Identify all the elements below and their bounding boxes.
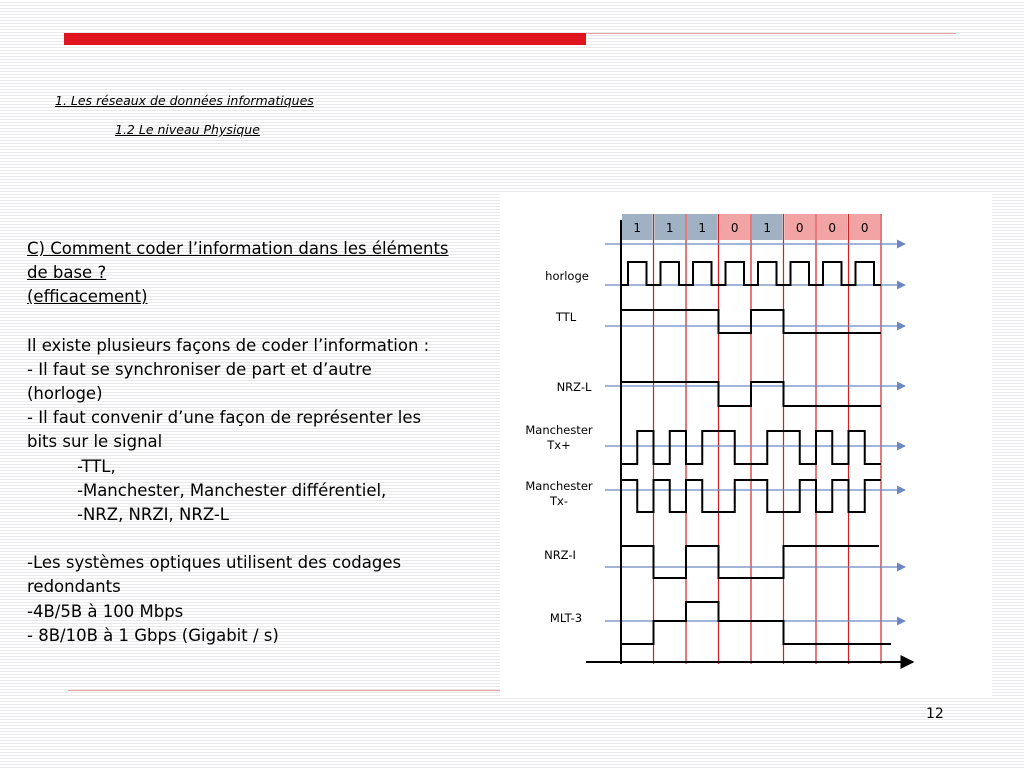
mlt3-waveform [621,602,891,644]
body-text [27,237,497,648]
bit-cell [850,214,881,240]
bit-cell [687,214,718,240]
bit-cell [720,214,751,240]
text-line: redondants [27,577,121,597]
ttl-waveform [621,310,881,333]
blank-line [27,527,497,551]
question-line: C) Comment coder l’information dans les éléments [27,239,449,258]
signal-label-manchester-minus: Manchester [525,479,593,493]
list-item: -TTL, [77,456,116,476]
text-line: - 8B/10B à 1 Gbps (Gigabit / s) [27,625,279,645]
question-line: (efficacement) [27,287,148,307]
signal-label-manchester-plus: Manchester [525,423,593,437]
bit-value: 0 [730,221,739,235]
list-item: -NRZ, NRZI, NRZ-L [77,505,229,525]
bit-value: 0 [860,221,869,235]
text-line: -Les systèmes optiques utilisent des codages [27,553,402,573]
question-line: de base ? [27,263,107,283]
list-item: -Manchester, Manchester différentiel, [77,480,387,500]
signal-label-ttl: TTL [555,310,577,324]
bit-value: 1 [763,221,772,235]
signal-label-nrzl: NRZ-L [556,380,592,394]
bit-cell [752,214,783,240]
bit-value: 1 [698,221,707,235]
bit-value: 0 [828,221,837,235]
text-line: - Il faut convenir d’une façon de représenter les [27,408,422,428]
bit-cell [655,214,686,240]
section-title: 1. Les réseaux de données informatiques [55,93,314,108]
bit-cell [785,214,816,240]
footer-divider [68,690,500,691]
subsection-title: 1.2 Le niveau Physique [115,122,260,137]
signal-label-nrzi: NRZ-I [544,548,576,562]
bit-cell [817,214,848,240]
blank-line [27,310,497,334]
text-line: (horloge) [27,384,103,404]
signal-label-mlt3: MLT-3 [549,611,583,625]
signal-label-manchester-minus-sub: Tx- [550,494,568,508]
bit-value: 1 [633,221,642,235]
signal-label-clock: horloge [545,269,589,283]
text-line: bits sur le signal [27,432,163,452]
nrzi-waveform [621,546,879,578]
text-line: -4B/5B à 100 Mbps [27,601,184,621]
header-accent-bar [64,33,586,45]
header-accent-line [586,33,956,34]
encoding-diagram [500,192,992,696]
page-number: 12 [926,706,944,722]
signal-label-manchester-plus-sub: Tx+ [547,438,571,452]
bit-value: 1 [665,221,674,235]
text-line: - Il faut se synchroniser de part et d’autre [27,359,372,379]
encoding-diagram-svg [500,192,992,696]
bit-value: 0 [795,221,804,235]
text-line: Il existe plusieurs façons de coder l’information : [27,335,430,355]
bit-cell [622,214,653,240]
